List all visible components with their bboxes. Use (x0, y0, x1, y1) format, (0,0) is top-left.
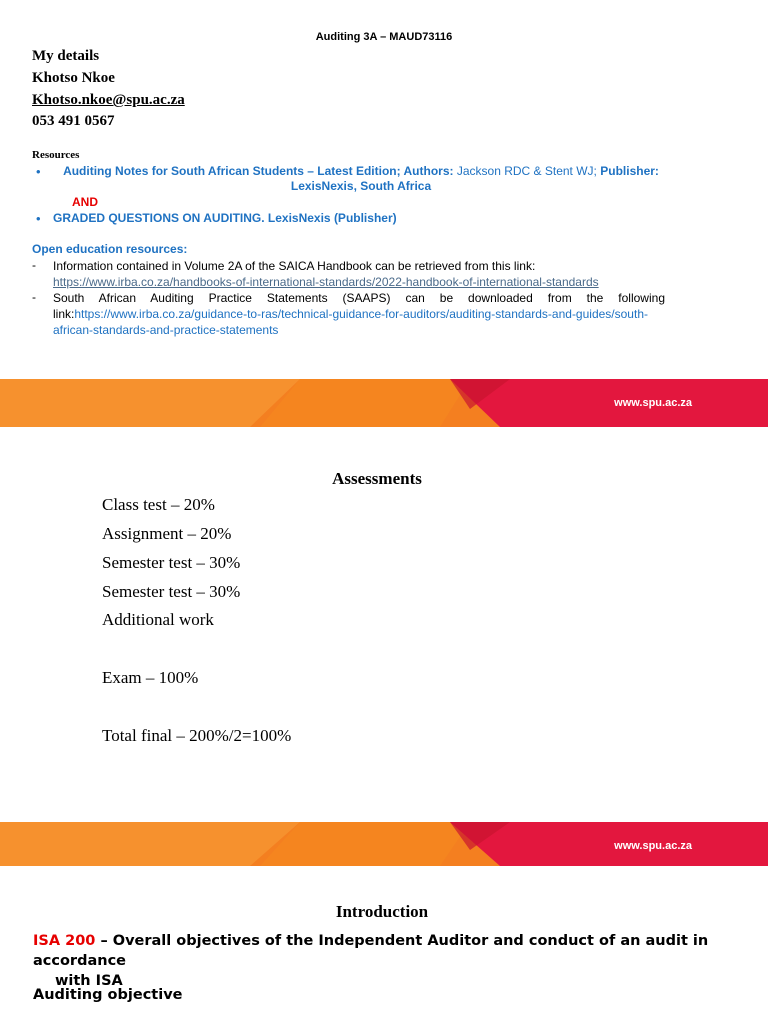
resource-1-publisher-label: Publisher: (600, 164, 659, 178)
spu-website-link[interactable]: www.spu.ac.za (614, 840, 692, 852)
resources-heading: Resources (32, 149, 80, 161)
spu-footer-banner (0, 379, 768, 427)
lecturer-phone: 053 491 0567 (32, 113, 115, 129)
isa-description-line2: with ISA (55, 973, 123, 989)
isa-200-heading (33, 931, 753, 991)
resource-item-1 (53, 164, 669, 194)
my-details-heading: My details (32, 48, 100, 64)
and-separator: AND (72, 195, 98, 209)
dash-marker: - (32, 290, 36, 304)
assessment-item: Semester test – 30% (102, 582, 241, 601)
assessment-total: Total final – 200%/2=100% (102, 726, 292, 745)
assessments-title: Assessments (332, 469, 422, 488)
resource-item-2: GRADED QUESTIONS ON AUDITING. LexisNexis (Publisher) (53, 211, 397, 225)
assessment-item: Exam – 100% (102, 668, 199, 687)
oer-item-1 (53, 258, 653, 290)
lecturer-name: Khotso Nkoe (32, 70, 115, 86)
introduction-title: Introduction (335, 902, 429, 921)
document-header: Auditing 3A – MAUD73116 (315, 31, 453, 43)
assessment-item: Additional work (102, 610, 214, 629)
assessment-item: Semester test – 30% (102, 553, 241, 572)
oer-heading: Open education resources: (32, 242, 188, 256)
assessment-item: Class test – 20% (102, 495, 215, 514)
saica-handbook-link[interactable]: https://www.irba.co.za/handbooks-of-international-standards/2022-handbook-of-international-standards (53, 275, 599, 289)
isa-tag: ISA 200 (33, 933, 96, 949)
bullet-icon: • (36, 211, 41, 226)
spu-website-link[interactable]: www.spu.ac.za (614, 397, 692, 409)
saaps-link[interactable]: https://www.irba.co.za/guidance-to-ras/technical-guidance-for-auditors/auditing-standards-and-guides/south-african-standards-and-practice-statements (53, 307, 648, 337)
oer-item-2 (53, 290, 665, 338)
assessment-item: Assignment – 20% (102, 524, 232, 543)
dash-marker: - (32, 258, 36, 272)
oer-1-text: Information contained in Volume 2A of the SAICA Handbook can be retrieved from this link: (53, 259, 536, 273)
resource-1-authors: Jackson RDC & Stent WJ; (456, 164, 597, 178)
spu-footer-banner (0, 822, 768, 866)
lecturer-email-link[interactable]: Khotso.nkoe@spu.ac.za (32, 92, 185, 108)
auditing-objective-heading: Auditing objective (33, 987, 183, 1003)
bullet-icon: • (36, 164, 41, 179)
resource-1-publisher: LexisNexis, South Africa (290, 179, 432, 193)
oer-2-text: South African Auditing Practice Statements (SAAPS) can be downloaded from the following link: (53, 291, 665, 321)
isa-description-line1: – Overall objectives of the Independent Auditor and conduct of an audit in accordance (33, 933, 709, 969)
resource-1-title: Auditing Notes for South African Students – Latest Edition; Authors: (63, 164, 454, 178)
